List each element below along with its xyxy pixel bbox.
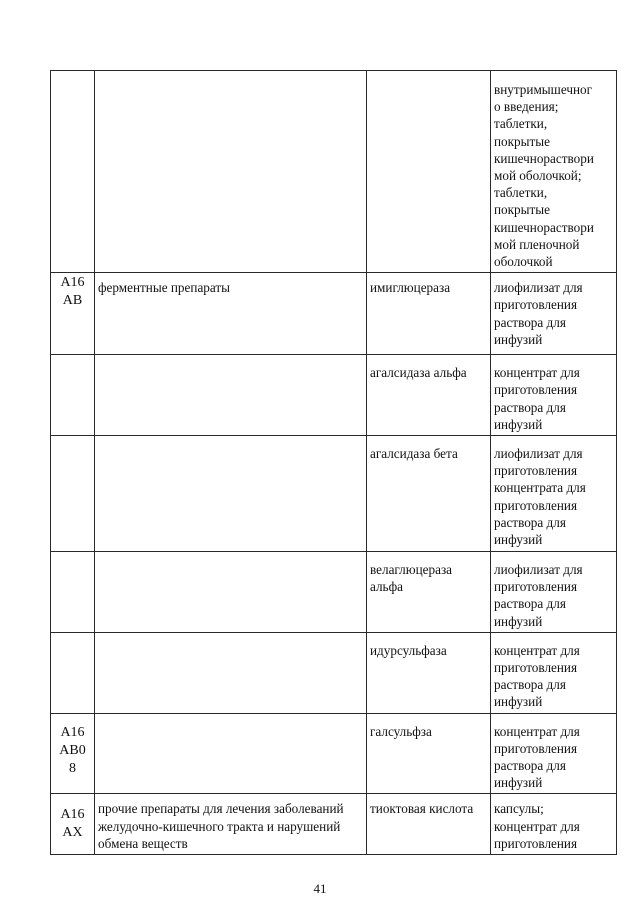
dosage-form-cell: лиофилизат для приготовления раствора для инфузий — [491, 552, 617, 633]
dosage-form-cell: концентрат для приготовления раствора для инфузий — [491, 713, 617, 794]
drug-name-cell: тиоктовая кислота — [367, 794, 491, 855]
drug-name-cell: галсульфза — [367, 713, 491, 794]
atc-code-cell: A16 AB0 8 — [51, 713, 95, 794]
group-cell: прочие препараты для лечения заболеваний желудочно-кишечного тракта и нарушений обмена веществ — [95, 794, 367, 855]
atc-code-cell: A16 AB — [51, 273, 95, 355]
drug-name-cell: велаглюцераза альфа — [367, 552, 491, 633]
drug-name-cell: агалсидаза бета — [367, 436, 491, 552]
group-cell — [95, 71, 367, 273]
drug-name-cell: идурсульфаза — [367, 632, 491, 713]
table-row — [51, 713, 617, 794]
atc-code-cell — [51, 436, 95, 552]
group-cell — [95, 436, 367, 552]
drug-name-cell — [367, 71, 491, 273]
atc-code-cell: A16 AX — [51, 794, 95, 855]
atc-code-cell — [51, 355, 95, 436]
drug-table — [50, 70, 617, 855]
group-cell: ферментные препараты — [95, 273, 367, 355]
table-row — [51, 273, 617, 355]
group-cell — [95, 355, 367, 436]
group-cell — [95, 632, 367, 713]
atc-code-cell — [51, 552, 95, 633]
table-row — [51, 71, 617, 273]
drug-name-cell: имиглюцераза — [367, 273, 491, 355]
dosage-form-cell: концентрат для приготовления раствора для инфузий — [491, 355, 617, 436]
group-cell — [95, 552, 367, 633]
dosage-form-cell: внутримышечног о введения; таблетки, покрытые кишечнораствори мой оболочкой; таблетки, покрытые кишечнораствори мой пленочной оболочкой — [491, 71, 617, 273]
atc-code-cell — [51, 71, 95, 273]
table-row — [51, 552, 617, 633]
dosage-form-cell: капсулы; концентрат для приготовления — [491, 794, 617, 855]
drug-name-cell: агалсидаза альфа — [367, 355, 491, 436]
dosage-form-cell: концентрат для приготовления раствора для инфузий — [491, 632, 617, 713]
atc-code-cell — [51, 632, 95, 713]
group-cell — [95, 713, 367, 794]
table-row — [51, 355, 617, 436]
table-row — [51, 632, 617, 713]
table-row — [51, 436, 617, 552]
dosage-form-cell: лиофилизат для приготовления раствора для инфузий — [491, 273, 617, 355]
dosage-form-cell: лиофилизат для приготовления концентрата для приготовления раствора для инфузий — [491, 436, 617, 552]
page-number: 41 — [313, 881, 327, 896]
table-row — [51, 794, 617, 855]
